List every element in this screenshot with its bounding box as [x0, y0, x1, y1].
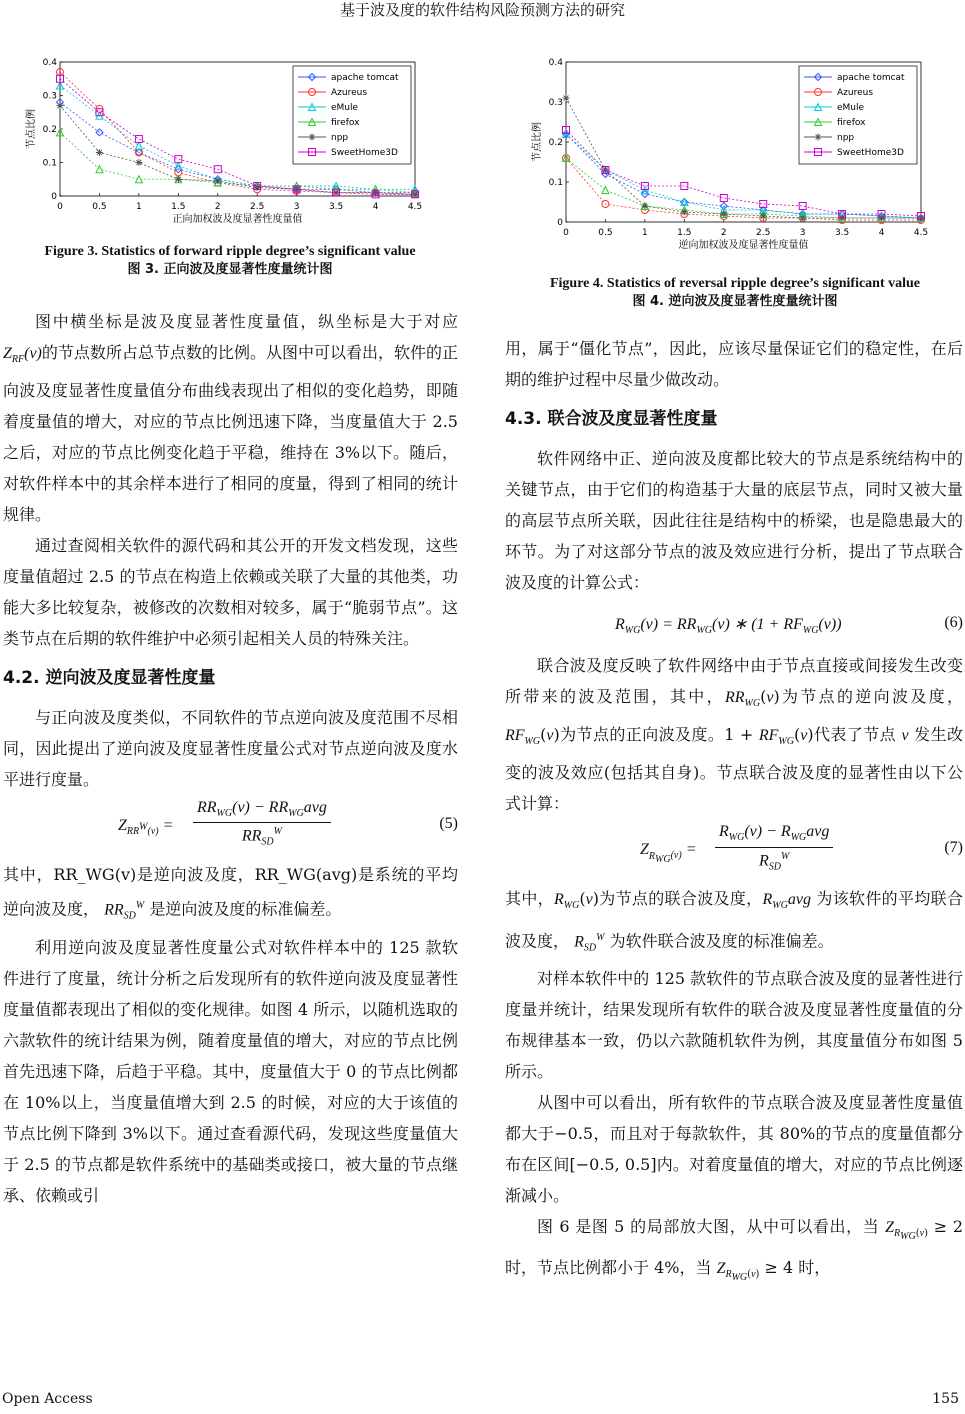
x-tick-label: 2: [214, 202, 221, 212]
left-column: [3, 306, 458, 1211]
figure-3-svg: [20, 54, 440, 234]
left-paragraph-3: 与正向波及度类似，不同软件的节点逆向波及度范围不尽相同，因此提出了逆向波及度显著性度量公式对节点逆向波及度水平进行度量。: [3, 708, 458, 790]
equation-6-number: (6): [944, 614, 963, 631]
x-axis-label: 正向加权波及度显著性度量值: [172, 214, 303, 225]
section-heading-4-3: 4.3. 联合波及度显著性度量: [505, 409, 718, 429]
y-tick-label: 0.3: [42, 91, 57, 102]
footer-open-access: Open Access: [2, 1391, 93, 1407]
y-tick-label: 0.4: [548, 58, 563, 68]
legend-label: SweetHome3D: [837, 148, 904, 158]
x-tick-label: 0: [563, 228, 569, 238]
data-point: [214, 177, 221, 184]
legend-label: SweetHome3D: [331, 148, 398, 158]
right-column: [505, 333, 963, 1293]
x-axis-label: 逆向加权波及度显著性度量值: [678, 240, 809, 251]
left-paragraph-2: 通过查阅相关软件的源代码和其公开的开发文档发现，这些度量值超过 2.5 的节点在构造上依赖或关联了大量的其他类，功能大多比较复杂，被修改的次数相对较多，属于“脆弱节点”。这类节点在后期的软件维护中必须引起相关人员的特殊关注。: [3, 536, 458, 649]
figure-4-svg: [520, 54, 940, 259]
y-tick-label: 0: [51, 192, 57, 202]
y-axis-label: 节点比例: [532, 122, 543, 162]
x-tick-label: 2.5: [756, 228, 771, 238]
y-tick-label: 0.2: [42, 125, 57, 135]
x-tick-label: 4: [878, 228, 885, 238]
page-number: 155: [932, 1391, 959, 1407]
figure-4-caption-en: Figure 4. Statistics of reversal ripple degree’s significant value: [549, 276, 921, 291]
data-point: [175, 176, 182, 183]
equation-6: [505, 598, 963, 650]
right-paragraph-6: 从图中可以看出，所有软件的节点联合波及度显著性度量值都大于−0.5，而且对于每款软件，其 80%的节点的度量值都分布在区间[−0.5, 0.5]内。对着度量值的增大，对应的节点比例逐渐减小。: [505, 1093, 963, 1206]
figure-3-chart: [20, 54, 440, 234]
x-tick-label: 4: [372, 202, 379, 212]
right-paragraph-1: 用，属于“僵化节点”，因此，应该尽量保证它们的稳定性，在后期的维护过程中尽量少做改动。: [505, 339, 963, 389]
section-heading-4-2: 4.2. 逆向波及度显著性度量: [3, 668, 216, 689]
data-point: [135, 159, 142, 166]
right-paragraph-2: 软件网络中正、逆向波及度都比较大的节点是系统结构中的关键节点，由于它们的构造基于大量的底层节点，同时又被大量的高层节点所关联，因此往往是结构中的桥梁，也是隐患最大的环节。为了对这部分节点的波及效应进行分析，提出了节点联合波及度的计算公式：: [505, 449, 963, 592]
running-header: 基于波及度的软件结构风险预测方法的研究: [339, 1, 625, 19]
equation-7-fraction: $R_{WG}(v) - R_{WG}avg$ $R_{SD}^W$: [715, 823, 833, 872]
x-tick-label: 1: [136, 202, 142, 212]
equation-5: [3, 795, 458, 859]
x-tick-label: 0.5: [598, 228, 613, 238]
data-point: [918, 215, 925, 222]
x-tick-label: 4.5: [913, 228, 929, 238]
y-tick-label: 0.2: [548, 138, 563, 148]
legend-label: eMule: [837, 103, 865, 113]
equation-5-number: (5): [439, 815, 458, 833]
legend-label: firefox: [837, 118, 866, 128]
legend-marker: [309, 134, 316, 141]
data-point: [57, 102, 64, 109]
legend-label: eMule: [331, 103, 359, 113]
y-tick-label: 0.4: [42, 58, 57, 68]
y-tick-label: 0.3: [548, 98, 563, 108]
right-paragraph-3: 联合波及度反映了软件网络中由于节点直接或间接发生改变所带来的波及范围，其中，$RR_{WG}(v)$为节点的逆向波及度，$RF_{WG}(v)$为节点的正向波及度。$1 + RF_{WG}(v)$代表了节点 v 发生改变的波及效应(包括其自身)。节点联合波及度的显著性由以下公式计算：: [505, 656, 963, 814]
x-tick-label: 2: [720, 228, 727, 238]
left-paragraph-1: 图中横坐标是波及度显著性度量值，纵坐标是大于对应 $Z_{RF}(v)$的节点数所占总节点数的比例。从图中可以看出，软件的正向波及度显著性度量值分布曲线表现出了相似的变化趋势，即随着度量值的增大，对应的节点比例迅速下降，当度量值大于 2.5 之后，对应的节点比例变化趋于平稳，维持在 3%以下。随后，对软件样本中的其余样本进行了相同的度量，得到了相同的统计规律。: [3, 312, 458, 525]
figure-3-caption-en: Figure 3. Statistics of forward ripple degree’s significant value: [44, 244, 416, 259]
legend-label: firefox: [331, 118, 360, 128]
x-tick-label: 3: [799, 228, 806, 238]
legend-label: Azureus: [331, 88, 368, 98]
x-tick-label: 2.5: [250, 202, 265, 212]
y-axis-label: 节点比例: [26, 109, 37, 149]
equation-7-lhs: $Z_{R_{WG}(v)}$ =: [640, 841, 697, 865]
equation-7: [505, 819, 963, 883]
equation-7-number: (7): [944, 839, 963, 857]
x-tick-label: 1.5: [171, 202, 186, 212]
legend-label: Azureus: [837, 88, 874, 98]
right-paragraph-5: 对样本软件中的 125 款软件的节点联合波及度的显著性进行度量并统计，结果发现所有软件的联合波及度显著性度量值的分布规律基本一致，仍以六款随机软件为例，其度量值分布如图 5 所示。: [505, 969, 963, 1082]
figure-3-caption-zh: 图 3. 正向波及度显著性度量统计图: [127, 262, 333, 277]
figure-4-caption-zh: 图 4. 逆向波及度显著性度量统计图: [632, 294, 838, 309]
x-tick-label: 4.5: [407, 202, 423, 212]
legend-label: apache tomcat: [331, 73, 399, 83]
y-tick-label: 0: [557, 218, 563, 228]
x-tick-label: 0: [57, 202, 63, 212]
y-tick-label: 0.1: [42, 158, 57, 169]
figure-4-chart: [520, 54, 940, 259]
x-tick-label: 3: [293, 202, 300, 212]
x-tick-label: 1: [642, 228, 648, 238]
legend-label: npp: [331, 133, 349, 143]
x-tick-label: 1.5: [677, 228, 692, 238]
equation-6-body: $R_{WG}(v) = RR_{WG}(v)$ ∗ $(1 + RF_{WG}(v))$: [615, 616, 842, 637]
legend-label: apache tomcat: [837, 73, 905, 83]
equation-5-lhs: $Z_{RR^W(v)}$ =: [118, 817, 174, 838]
left-paragraph-5: 利用逆向波及度显著性度量公式对软件样本中的 125 款软件进行了度量，统计分析之后发现所有的软件逆向波及度显著性度量值都表现出了相似的变化规律。如图 4 所示，以随机选取的六款软件的统计结果为例，随着度量值的增大，对应的节点比例首先迅速下降，后趋于平稳。其中，度量值大于 0 的节点比例都在 10%以上，当度量值增大到 2.5 的时候，对应的大于该值的节点比例下降到 3%以下。通过查看源代码，发现这些度量值大于 2.5 的节点都是软件系统中的基础类或接口，被大量的节点继承、依赖或引: [3, 937, 458, 1205]
legend-label: npp: [837, 133, 855, 143]
right-paragraph-4: 其中，$R_{WG}(v)$为节点的联合波及度，$R_{WG}avg$ 为该软件的平均联合波及度， $R_{SD}^W$ 为软件联合波及度的标准偏差。: [505, 889, 963, 954]
left-paragraph-4: 其中，RR_WG(v)是逆向波及度，RR_WG(avg)是系统的平均逆向波及度， $RR_{SD}^W$ 是逆向波及度的标准偏差。: [3, 865, 458, 922]
x-tick-label: 3.5: [328, 202, 344, 212]
right-paragraph-7: 图 6 是图 5 的局部放大图，从中可以看出，当 $Z_{R_{WG}(v)} \ge 2$ 时，节点比例都小于 4%，当 $Z_{R_{WG}(v)} \ge 4$ 时，: [505, 1217, 963, 1284]
x-tick-label: 3.5: [834, 228, 850, 238]
data-point: [96, 149, 103, 156]
equation-5-fraction: $RR_{WG}(v) - RR_{WG}avg$ $RR_{SD}^W$: [193, 799, 331, 848]
y-tick-label: 0.1: [548, 178, 563, 188]
figure-3-caption: [10, 243, 450, 279]
figure-4-caption: [510, 275, 960, 311]
legend-marker: [815, 134, 822, 141]
x-tick-label: 0.5: [92, 202, 107, 212]
